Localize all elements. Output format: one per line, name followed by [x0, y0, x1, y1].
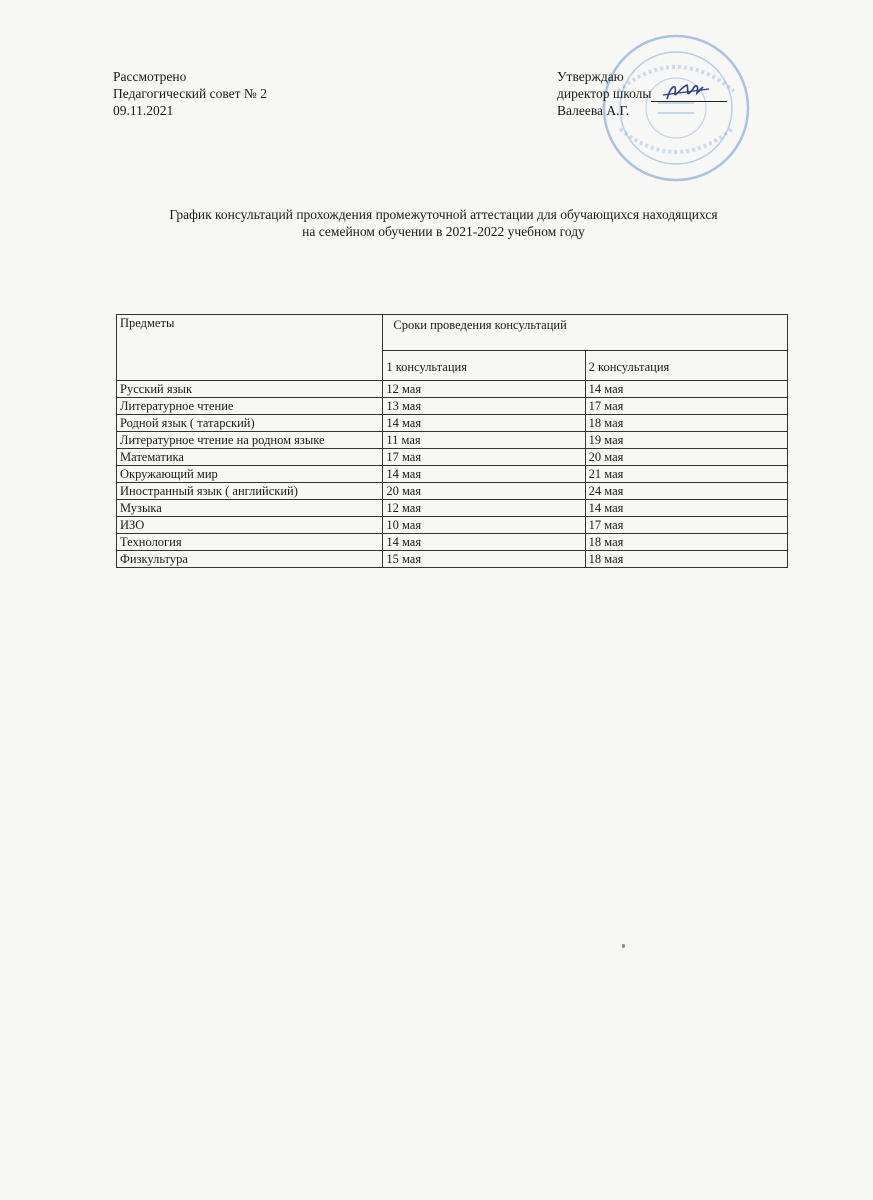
table-row [117, 466, 788, 483]
table-row [117, 381, 788, 398]
table-row [117, 534, 788, 551]
table-row [117, 449, 788, 466]
table-row [117, 432, 788, 449]
subject-cell: ИЗО [117, 517, 383, 534]
subject-cell: Окружающий мир [117, 466, 383, 483]
scan-speck [622, 944, 625, 948]
table-header-row [117, 315, 788, 351]
consultation-1-cell: 12 мая [383, 381, 585, 398]
signature-line [651, 87, 727, 102]
table-row [117, 415, 788, 432]
consultation-2-cell: 19 мая [585, 432, 787, 449]
consultation-1-cell: 12 мая [383, 500, 585, 517]
document-title [0, 206, 873, 240]
consultation-2-cell: 18 мая [585, 415, 787, 432]
subject-cell: Технология [117, 534, 383, 551]
council-date: 09.11.2021 [113, 103, 174, 118]
header-subjects: Предметы [117, 315, 383, 381]
consultation-2-cell: 18 мая [585, 534, 787, 551]
consultation-1-cell: 14 мая [383, 466, 585, 483]
table-body [117, 381, 788, 568]
consultation-schedule-table [116, 314, 788, 568]
consultation-1-cell: 14 мая [383, 534, 585, 551]
subject-cell: Математика [117, 449, 383, 466]
table-row [117, 551, 788, 568]
subject-cell: Физкультура [117, 551, 383, 568]
approval-approved-block [557, 68, 727, 119]
consultation-1-cell: 11 мая [383, 432, 585, 449]
consultation-2-cell: 21 мая [585, 466, 787, 483]
consultation-1-cell: 17 мая [383, 449, 585, 466]
title-line-2: на семейном обучении в 2021-2022 учебном году [302, 224, 585, 239]
subject-cell: Музыка [117, 500, 383, 517]
council-label: Педагогический совет № 2 [113, 86, 267, 101]
consultation-2-cell: 14 мая [585, 500, 787, 517]
table-row [117, 500, 788, 517]
consultation-2-cell: 18 мая [585, 551, 787, 568]
subject-cell: Литературное чтение на родном языке [117, 432, 383, 449]
consultation-1-cell: 10 мая [383, 517, 585, 534]
director-line [557, 85, 727, 102]
consultation-2-cell: 20 мая [585, 449, 787, 466]
consultation-2-cell: 24 мая [585, 483, 787, 500]
consultation-1-cell: 15 мая [383, 551, 585, 568]
consultation-1-cell: 20 мая [383, 483, 585, 500]
subject-cell: Иностранный язык ( английский) [117, 483, 383, 500]
director-name: Валеева А.Г. [557, 103, 630, 118]
table-row [117, 398, 788, 415]
considered-label: Рассмотрено [113, 69, 187, 84]
approve-label: Утверждаю [557, 69, 624, 84]
consultation-2-cell: 14 мая [585, 381, 787, 398]
header-consultation-terms: Сроки проведения консультаций [383, 315, 788, 351]
consultation-2-cell: 17 мая [585, 398, 787, 415]
subject-cell: Русский язык [117, 381, 383, 398]
consultation-1-cell: 14 мая [383, 415, 585, 432]
subject-cell: Литературное чтение [117, 398, 383, 415]
table-row [117, 483, 788, 500]
subject-cell: Родной язык ( татарский) [117, 415, 383, 432]
consultation-1-cell: 13 мая [383, 398, 585, 415]
consultation-2-cell: 17 мая [585, 517, 787, 534]
header-consultation-2: 2 консультация [585, 351, 787, 381]
title-line-1: График консультаций прохождения промежуточной аттестации для обучающихся находящихся [169, 207, 718, 222]
header-consultation-1: 1 консультация [383, 351, 585, 381]
approval-considered-block [113, 68, 267, 119]
director-signature [659, 79, 719, 105]
table-row [117, 517, 788, 534]
director-label: директор школы [557, 86, 652, 101]
